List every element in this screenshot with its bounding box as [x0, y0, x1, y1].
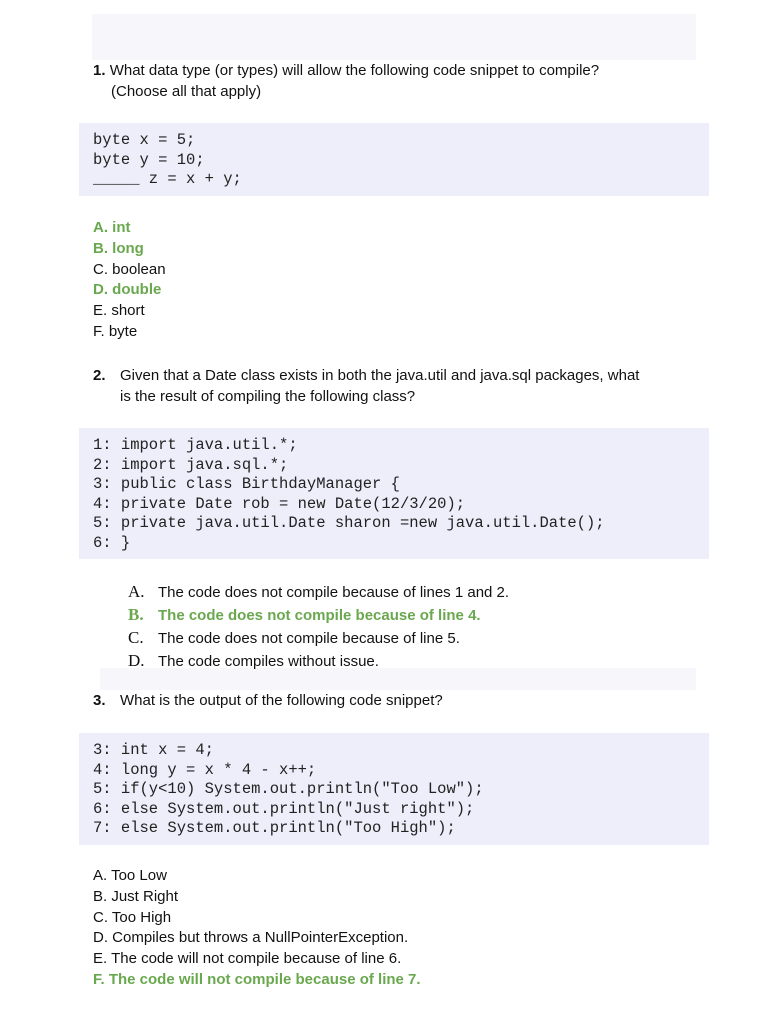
option-c: C. Too High: [93, 908, 172, 926]
option-f: F. The code will not compile because of line 7.: [93, 970, 421, 988]
question-text: Given that a Date class exists in both the java.util and java.sql packages, what: [120, 367, 640, 384]
question-1: [93, 60, 703, 102]
option-f: F. byte: [93, 322, 138, 340]
question-text: (Choose all that apply): [111, 83, 262, 100]
code-line: 7: else System.out.println("Too High");: [93, 819, 456, 837]
option-d: D. double: [93, 281, 162, 299]
option-d: D. Compiles but throws a NullPointerException.: [93, 929, 409, 947]
option-a: A. int: [93, 219, 131, 236]
code-line: 6: else System.out.println("Just right");: [93, 799, 475, 818]
options-1: [93, 218, 166, 343]
code-line: byte x = 5;: [93, 131, 196, 149]
option-e: E. short: [93, 302, 145, 320]
question-text: What data type (or types) will allow the following code snippet to compile?: [109, 62, 600, 79]
option-d: D. The code compiles without issue.: [128, 651, 379, 670]
code-line: 5: private java.util.Date sharon =new java.util.Date();: [93, 514, 605, 532]
option-a: A. Too Low: [93, 867, 167, 884]
code-line: 5: if(y<10) System.out.println("Too Low");: [93, 780, 484, 798]
option-b: B. The code does not compile because of line 4.: [128, 605, 481, 624]
code-block-1: [79, 123, 709, 196]
option-e: E. The code will not compile because of line 6.: [93, 950, 402, 968]
code-line: 4: private Date rob = new Date(12/3/20);: [93, 494, 466, 513]
option-a: A. The code does not compile because of lines 1 and 2.: [128, 582, 510, 601]
code-line: 4: long y = x * 4 - x++;: [93, 760, 317, 779]
code-line: 2: import java.sql.*;: [93, 455, 289, 474]
question-text: What is the output of the following code snippet?: [120, 692, 443, 709]
code-line: _____ z = x + y;: [93, 170, 242, 188]
option-b: B. Just Right: [93, 887, 179, 905]
question-number: 2.: [93, 367, 106, 384]
options-2: [128, 581, 509, 673]
option-c: C. boolean: [93, 260, 166, 278]
code-block-3: [79, 733, 709, 845]
code-block-2: [79, 428, 709, 559]
code-line: 6: }: [93, 533, 131, 552]
question-3: [93, 690, 703, 711]
question-number: 1.: [93, 62, 106, 79]
header-band: [92, 14, 696, 60]
option-b: B. long: [93, 239, 144, 257]
question-number: 3.: [93, 692, 106, 709]
option-c: C. The code does not compile because of line 5.: [128, 628, 460, 647]
code-line: byte y = 10;: [93, 150, 205, 169]
code-line: 1: import java.util.*;: [93, 436, 298, 454]
code-line: 3: public class BirthdayManager {: [93, 475, 400, 493]
code-line: 3: int x = 4;: [93, 741, 214, 759]
question-text: is the result of compiling the following class?: [120, 388, 416, 405]
question-2: [93, 365, 703, 407]
options-3: [93, 866, 421, 991]
